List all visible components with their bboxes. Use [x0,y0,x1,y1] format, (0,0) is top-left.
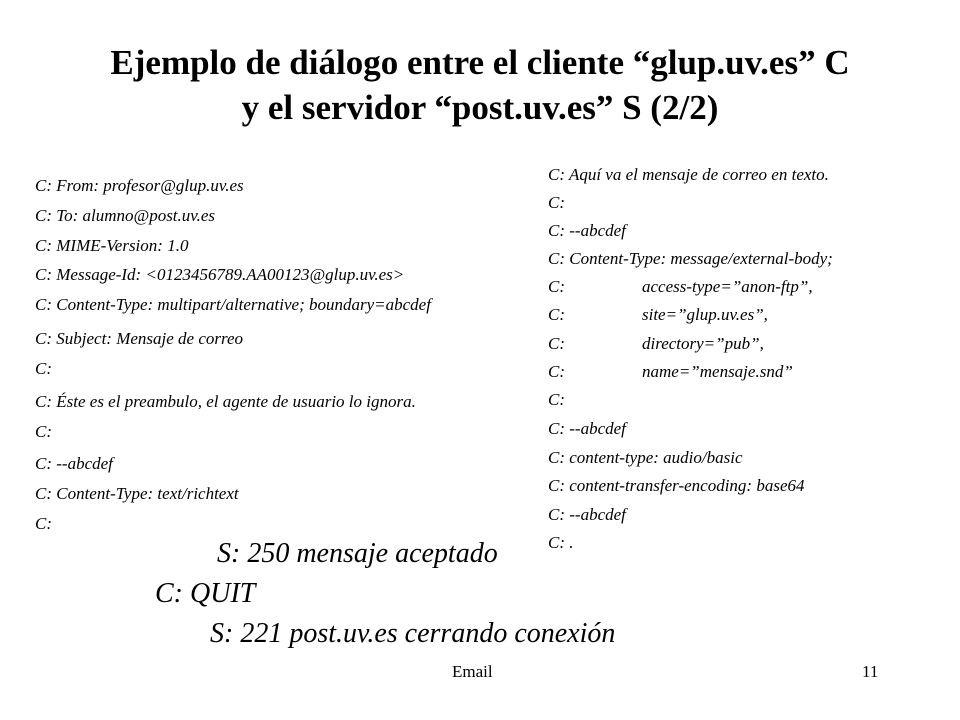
right-line-prefix: C: --abcdef [548,505,626,524]
right-line [548,476,805,496]
right-line [548,533,574,553]
title-line-2: y el servidor “post.uv.es” S (2/2) [241,88,719,127]
left-line: C: Content-Type: text/richtext [35,484,239,503]
right-line [548,305,768,325]
right-line [548,165,829,185]
right-line-prefix: C: Content-Type: message/external-body; [548,249,833,268]
right-line-prefix: C: [548,193,565,212]
right-line-prefix: C: --abcdef [548,221,626,240]
right-line [548,362,793,382]
right-line-prefix: C: content-type: audio/basic [548,448,743,467]
left-line: C: MIME-Version: 1.0 [35,236,189,255]
right-line-prefix: C: content-transfer-encoding: base64 [548,476,805,495]
right-line [548,448,743,468]
footer-label: Email [452,662,493,681]
right-line [548,249,833,269]
left-line: C: Content-Type: multipart/alternative; boundary=abcdef [35,295,431,314]
right-line-prefix: C: Aquí va el mensaje de correo en texto. [548,165,829,184]
right-line-value: access-type=”anon-ftp”, [642,277,813,296]
right-line-value: directory=”pub”, [642,334,764,353]
right-line [548,419,626,439]
right-line [548,334,764,354]
right-line [548,193,565,213]
left-line: C: [35,359,52,378]
right-line-prefix: C: [548,305,565,324]
right-line-prefix: C: [548,362,565,381]
client-quit-line: C: QUIT [155,578,256,609]
title-line-1: Ejemplo de diálogo entre el cliente “glup.uv.es” C [110,43,850,82]
left-line: C: [35,514,52,533]
right-line-prefix: C: [548,334,565,353]
left-line: C: From: profesor@glup.uv.es [35,176,244,195]
right-line [548,390,565,410]
left-line: C: [35,422,52,441]
left-line: C: To: alumno@post.uv.es [35,206,215,225]
right-line-value: site=”glup.uv.es”, [642,305,768,324]
right-line [548,221,626,241]
right-line [548,277,813,297]
right-line-prefix: C: [548,277,565,296]
right-line-value: name=”mensaje.snd” [642,362,793,381]
slide-title [0,40,960,130]
right-line [548,505,626,525]
server-closing-line: S: 221 post.uv.es cerrando conexión [210,618,616,649]
page-number: 11 [862,662,879,681]
right-line-prefix: C: --abcdef [548,419,626,438]
right-line-prefix: C: . [548,533,574,552]
right-line-prefix: C: [548,390,565,409]
left-line: C: Message-Id: <0123456789.AA00123@glup.uv.es> [35,265,405,284]
left-line: C: Éste es el preambulo, el agente de usuario lo ignora. [35,392,416,411]
left-line: C: --abcdef [35,454,113,473]
server-accepted-line: S: 250 mensaje aceptado [217,538,498,569]
left-line: C: Subject: Mensaje de correo [35,329,244,348]
